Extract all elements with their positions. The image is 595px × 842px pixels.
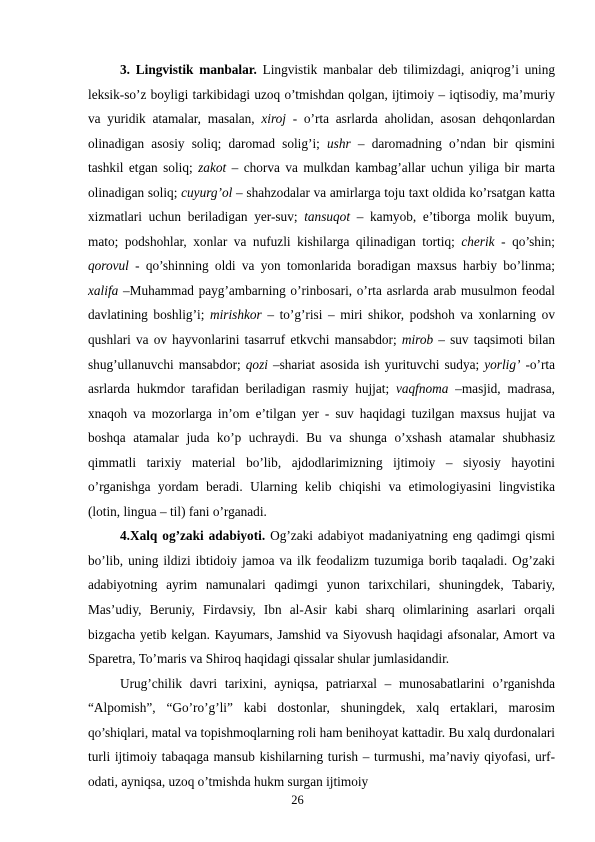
term: mirishkor (210, 307, 262, 323)
text-segment: Lingvistik manbalar deb tilimizdagi, aniqrog’i uning leksik-so’z boyligi tarkibidagi uzoq o’tmishdan qolgan, ijtimoiy – iqtisodiy, ma’muriy va yuridik atamalar, masalan, (88, 62, 555, 127)
text-segment: –Muhammad payg’ambarning o’rinbosari, o’rta asrlarda arab musulmon feodal davlatining boshlig’i; (88, 282, 555, 323)
text-segment: – daromadning o’ndan bir qismini tashkil etgan soliq; (88, 135, 555, 176)
section-heading-4: 4.Xalq og’zaki adabiyoti. (120, 528, 266, 544)
paragraph-xalq-ogzaki-adabiyoti (88, 524, 555, 671)
text-segment: -o’rta asrlarda hukmdor tarafidan beriladigan rasmiy hujjat; (88, 356, 555, 397)
text-segment: – suv taqsimoti bilan shug’ullanuvchi mansabdor; (88, 332, 555, 372)
term: ushr (327, 135, 351, 151)
text-segment: – shahzodalar va amirlarga toju taxt oldida ko’rsatgan katta xizmatlari uchun beriladigan yer-suv; (88, 184, 555, 225)
section-heading-3: 3. Lingvistik manbalar. (120, 62, 257, 77)
text-segment: Urug’chilik davri tarixini, ayniqsa, patriarxal – munosabatlarini o’rganishda “Alpomish”, “Go’ro’g’li” kabi dostonlar, shuningdek, xalq ertaklari, marosim qo’shiqlari, matal va topishmoqlarning roli ham benihoyat kattadir. Bu xalq durdonalari turli ijtimoiy tabaqaga mansub kishilarning turish – turmushi, ma’naviy qiyofasi, urf-odati, ayniqsa, uzoq o’tmishda hukm surgan ijtimoiy (88, 675, 555, 789)
term: yorlig’ (484, 356, 521, 372)
term: mirob (401, 332, 434, 348)
paragraph-urugchilik-davri (88, 672, 555, 795)
term: cherik (461, 233, 495, 249)
text-segment: - o’rta asrlarda aholidan, asosan dehqonlardan olinadigan asosiy soliq; daromad solig’i; (88, 111, 555, 151)
term: qorovul (88, 258, 129, 274)
text-segment: –masjid, madrasa, xnaqoh va mozorlarga in’om e’tilgan yer - suv haqidagi tuzilgan maxsus hujjat va boshqa atamalar juda ko’p uchraydi. Bu va shunga o’xshash atamalar shubhasiz qimmatli tarixiy material bo’lib, ajdodlarimizning ijtimoiy – siyosiy hayotini o’rganishga yordam beradi. Ularning kelib chiqishi va etimologiyasini lingvistika (lotin, lingua – til) fani o’rganadi. (88, 381, 556, 519)
term: tansuqot (304, 209, 351, 225)
page-number: 26 (291, 793, 304, 807)
text-segment: – kamyob, e’tiborga molik buyum, mato; podshohlar, xonlar va nufuzli kishilarga qilinadigan tortiq; (88, 209, 556, 249)
term: vaqfnoma (395, 381, 449, 397)
text-segment: – to’g’risi – miri shikor, podshoh va xonlarning ov qushlari va ov hayvonlarini tasarruf etkvchi mansabdor; (88, 307, 555, 348)
paragraph-lingvistik-manbalar (88, 58, 555, 524)
text-segment: Og’zaki adabiyot madaniyatning eng qadimgi qismi bo’lib, uning ildizi ibtidoiy jamoa va ilk feodalizm tuzumiga borib taqaladi. Og’zaki adabiyotning ayrim namunalari qadimgi yunon tarixchilari, shuningdek, Tabariy, Mas’udiy, Beruniy, Firdavsiy, Ibn al-Asir kabi sharq olimlarining asarlari orqali bizgacha yetib kelgan. Kayumars, Jamshid va Siyovush haqidagi afsonalar, Amort va Sparetra, To’maris va Shiroq haqidagi qissalar shular jumlasidandir. (88, 528, 555, 667)
term: xalifa (88, 282, 119, 298)
text-segment: - qo’shin; (494, 233, 555, 249)
text-segment: - qo’shinning oldi va yon tomonlarida boradigan maxsus harbiy bo’linma; (128, 258, 555, 274)
term: cuyurg’ol (181, 184, 233, 200)
text-segment: –shariat asosida ish yurituvchi sudya; (267, 356, 485, 372)
document-page (88, 58, 555, 794)
term: qozi (245, 356, 268, 372)
term: xiroj (261, 111, 286, 127)
term: zakot (198, 160, 227, 176)
text-segment: – chorva va mulkdan kambag’allar uchun yiliga bir marta olinadigan soliq; (88, 160, 555, 200)
